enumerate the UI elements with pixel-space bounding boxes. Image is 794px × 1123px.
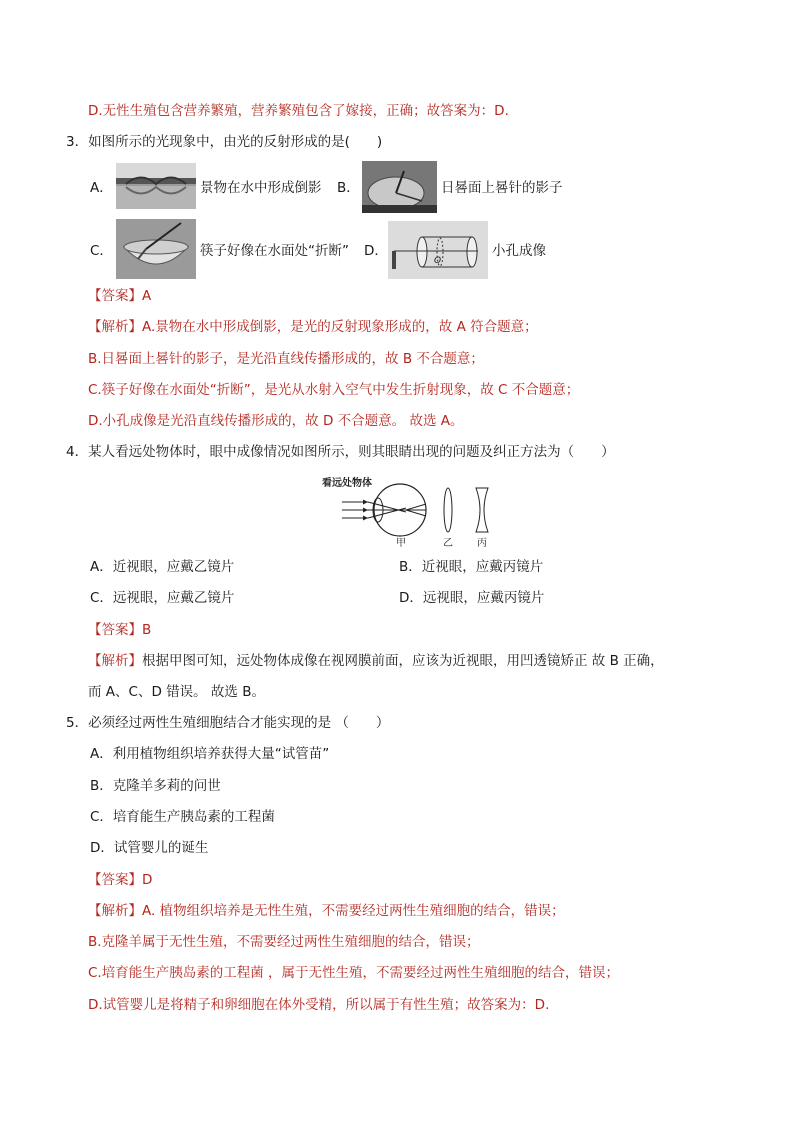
- q3-option-c-label: C．: [90, 243, 113, 259]
- analysis-text: A.景物在水中形成倒影，是光的反射现象形成的，故 A 符合题意；: [142, 319, 538, 335]
- q4-option-a: A．近视眼，应戴乙镜片: [90, 559, 235, 575]
- q3-option-a-text: 景物在水中形成倒影: [200, 180, 322, 196]
- q4-option-d: D．远视眼，应戴丙镜片: [399, 590, 545, 606]
- q5-analysis-line-2: B.克隆羊属于无性生殖，不需要经过两性生殖细胞的结合，错误；: [88, 934, 480, 950]
- q3-analysis-line-1: [88, 317, 538, 337]
- chopsticks-bowl-photo: [116, 219, 196, 279]
- prev-analysis-d: D.无性生殖包含营养繁殖，营养繁殖包含了嫁接，正确；故答案为：D.: [88, 103, 509, 119]
- answer-label: 【答案】: [88, 622, 142, 638]
- q3-option-d-label: D．: [364, 243, 388, 259]
- q3-option-b-label: B．: [337, 180, 360, 196]
- q5-analysis-line-1: [88, 901, 565, 921]
- q3-analysis-line-4: D.小孔成像是光沿直线传播形成的，故 D 不合题意。 故选 A。: [88, 413, 464, 429]
- q4-analysis-line-2: 而 A、C、D 错误。 故选 B。: [88, 684, 265, 700]
- lens-label-bing: 丙: [477, 538, 487, 549]
- q5-stem: 5．必须经过两性生殖细胞结合才能实现的是 （ ）: [66, 715, 390, 731]
- q5-answer: [88, 870, 152, 890]
- q3-analysis-line-2: B.日晷面上晷针的影子，是光沿直线传播形成的，故 B 不合题意；: [88, 351, 484, 367]
- q5-option-b: B．克隆羊多莉的问世: [90, 778, 221, 794]
- eye-diagram-caption: 看远处物体: [322, 478, 372, 489]
- pinhole-camera-photo: [388, 221, 488, 279]
- analysis-label: 【解析】: [88, 653, 142, 669]
- q3-option-d-text: 小孔成像: [492, 243, 546, 259]
- analysis-text: 根据甲图可知，远处物体成像在视网膜前面，应该为近视眼，用凹透镜矫正 故 B 正确，: [142, 653, 664, 669]
- q3-option-c-text: 筷子好像在水面处“折断”: [200, 243, 349, 259]
- q4-option-b: B．近视眼，应戴丙镜片: [399, 559, 544, 575]
- q5-analysis-line-4: D.试管婴儿是将精子和卵细胞在体外受精，所以属于有性生殖；故答案为：D.: [88, 997, 550, 1013]
- q4-stem: 4．某人看远处物体时，眼中成像情况如图所示，则其眼睛出现的问题及纠正方法为（ ）: [66, 444, 615, 460]
- answer-value: B: [142, 622, 152, 638]
- q5-option-a: A．利用植物组织培养获得大量“试管苗”: [90, 746, 330, 762]
- q4-answer: [88, 620, 151, 640]
- q5-option-d: D．试管婴儿的诞生: [90, 840, 209, 856]
- answer-value: A: [142, 288, 152, 304]
- eye-label-jia: 甲: [396, 538, 406, 549]
- reflection-photo: [116, 163, 196, 209]
- q4-analysis-line-1: [88, 651, 664, 671]
- q5-option-c: C．培育能生产胰岛素的工程菌: [90, 809, 275, 825]
- answer-value: D: [142, 872, 153, 888]
- q3-option-a-label: A．: [90, 180, 113, 196]
- answer-label: 【答案】: [88, 872, 142, 888]
- eye-diagram: [318, 472, 498, 552]
- sundial-photo: [362, 161, 437, 213]
- q5-analysis-line-3: C.培育能生产胰岛素的工程菌 ，属于无性生殖，不需要经过两性生殖细胞的结合，错误；: [88, 965, 620, 981]
- q3-analysis-line-3: C.筷子好像在水面处“折断”，是光从水射入空气中发生折射现象，故 C 不合题意；: [88, 382, 580, 398]
- q3-answer: [88, 286, 151, 306]
- lens-label-yi: 乙: [443, 538, 453, 549]
- q3-option-b-text: 日晷面上晷针的影子: [441, 180, 563, 196]
- analysis-label: 【解析】: [88, 903, 142, 919]
- svg-text:O: O: [434, 256, 442, 266]
- analysis-text: A. 植物组织培养是无性生殖，不需要经过两性生殖细胞的结合，错误；: [142, 903, 565, 919]
- q4-option-c: C．远视眼，应戴乙镜片: [90, 590, 235, 606]
- answer-label: 【答案】: [88, 288, 142, 304]
- analysis-label: 【解析】: [88, 319, 142, 335]
- q3-stem: 3．如图所示的光现象中，由光的反射形成的是( ): [66, 134, 383, 150]
